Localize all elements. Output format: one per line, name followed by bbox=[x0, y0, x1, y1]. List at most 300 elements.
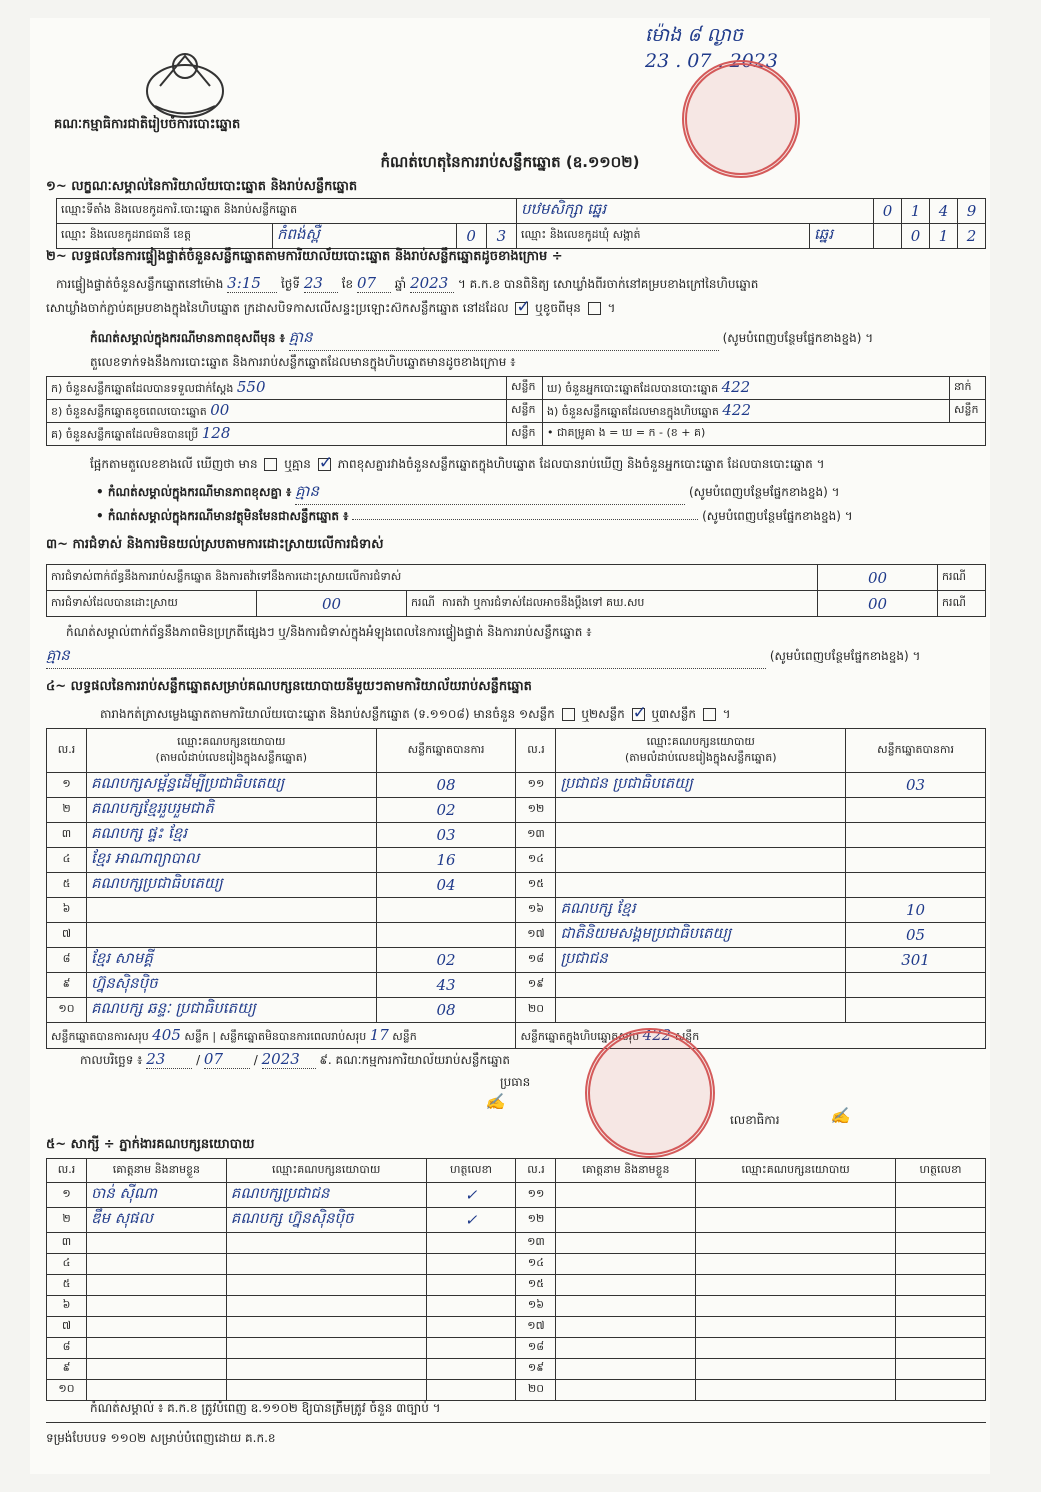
table-row bbox=[47, 400, 986, 423]
witness-name bbox=[556, 1317, 696, 1338]
unit: សន្លឹក bbox=[392, 1029, 417, 1043]
party-name: គណបក្សប្រជាធិបតេយ្យ bbox=[86, 873, 376, 898]
total-valid-label: សន្លឹកឆ្នោតបានការសរុប bbox=[51, 1029, 149, 1043]
row-no: ៥ bbox=[47, 1275, 87, 1296]
total-invalid-label: សន្លឹកឆ្នោតមិនបានការពេលរាប់សរុប bbox=[219, 1029, 367, 1043]
commune-value: ឆ្នេរ bbox=[810, 224, 874, 249]
witness-signature bbox=[426, 1275, 516, 1296]
month-label: ខែ bbox=[341, 277, 354, 291]
results-table bbox=[46, 728, 986, 1049]
committee-seal-icon bbox=[585, 1025, 715, 1158]
verify-year: 2023 bbox=[410, 274, 454, 293]
witness-signature bbox=[896, 1208, 986, 1233]
row-no: ៩ bbox=[47, 973, 87, 998]
party-votes bbox=[846, 973, 986, 998]
witness-signature bbox=[426, 1359, 516, 1380]
table-row bbox=[47, 1208, 986, 1233]
verify-day: 23 bbox=[304, 274, 338, 293]
org-name: គណៈកម្មាធិការជាតិរៀបចំការបោះឆ្នោត bbox=[54, 117, 241, 132]
row-no: ៧ bbox=[47, 923, 87, 948]
row-no: ៨ bbox=[47, 948, 87, 973]
witness-signature bbox=[896, 1317, 986, 1338]
party-name bbox=[86, 898, 376, 923]
col-name: គោត្តនាម និងនាមខ្លួន bbox=[556, 1159, 696, 1183]
party-name bbox=[86, 923, 376, 948]
witness-party: គណបក្សប្រជាជន bbox=[226, 1183, 426, 1208]
objection-note-label: កំណត់សម្គាល់ពាក់ព័ន្ធនឹងភាពមិនប្រក្រតីផ្សេងៗ ឬ/និងការជំទាស់ក្នុងអំឡុងពេលនៃការផ្ទៀងផ្ទាត់ និងការរាប់សន្លឹកឆ្នោត ៖ bbox=[66, 625, 592, 639]
date-month: 07 bbox=[204, 1050, 250, 1069]
unit: សន្លឹក bbox=[674, 1029, 700, 1043]
office-code-digit: 9 bbox=[958, 199, 986, 224]
party-votes bbox=[376, 898, 516, 923]
col-no: ល.រ bbox=[516, 729, 556, 773]
case-unit: ករណី bbox=[938, 591, 986, 617]
row-no: ៨ bbox=[47, 1338, 87, 1359]
witness-name bbox=[86, 1275, 226, 1296]
witness-party bbox=[226, 1317, 426, 1338]
table-row bbox=[47, 773, 986, 798]
day-label: ថ្ងៃទី bbox=[281, 277, 301, 291]
row-no: ៣ bbox=[47, 823, 87, 848]
witness-name bbox=[86, 1296, 226, 1317]
nec-emblem-icon bbox=[140, 36, 230, 126]
party-name bbox=[556, 873, 846, 898]
intact-checkbox[interactable] bbox=[515, 302, 528, 315]
compare-line bbox=[90, 456, 825, 474]
count-value: 550 bbox=[236, 378, 266, 396]
table-row bbox=[47, 873, 986, 898]
witness-party bbox=[696, 1208, 896, 1233]
row-no: ១ bbox=[47, 1183, 87, 1208]
no-diff-label: ឬគ្មាន bbox=[284, 457, 311, 471]
party-votes: 03 bbox=[846, 773, 986, 798]
office-value: បឋមសិក្សា ឆ្នេរ bbox=[517, 199, 874, 224]
party-votes bbox=[846, 998, 986, 1023]
note2-line bbox=[96, 482, 840, 505]
note2-value: គ្មាន bbox=[295, 482, 685, 505]
section3-heading: ៣~ ការជំទាស់ និងការមិនយល់ស្របតាមការដោះស្រាយលើការជំទាស់ bbox=[46, 537, 384, 552]
witness-name bbox=[86, 1317, 226, 1338]
party-name: ខ្មែរ អាណាព្យាបាល bbox=[86, 848, 376, 873]
party-name: ប្រជាជន ប្រជាធិបតេយ្យ bbox=[556, 773, 846, 798]
table-row bbox=[47, 998, 986, 1023]
party-name: គណបក្សខ្មែររួបរួមជាតិ bbox=[86, 798, 376, 823]
row-no: ១៩ bbox=[516, 973, 556, 998]
row-no: ១០ bbox=[47, 1380, 87, 1401]
row-no: ១៩ bbox=[516, 1359, 556, 1380]
row-no: ៤ bbox=[47, 848, 87, 873]
col-no: ល.រ bbox=[47, 1159, 87, 1183]
col-votes: សន្លឹកឆ្នោតបានការ bbox=[846, 729, 986, 773]
col-party: ឈ្មោះគណបក្សនយោបាយ bbox=[646, 734, 755, 748]
party-votes: 02 bbox=[376, 798, 516, 823]
row-no: ៦ bbox=[47, 1296, 87, 1317]
verify-month: 07 bbox=[357, 274, 391, 293]
fill-back-note: (សូមបំពេញបន្ថែមផ្នែកខាងខ្នង) ។ bbox=[688, 485, 840, 499]
chair-label: ប្រធាន bbox=[500, 1075, 531, 1089]
witness-name bbox=[556, 1254, 696, 1275]
witness-party bbox=[226, 1338, 426, 1359]
table-row bbox=[47, 848, 986, 873]
witness-name bbox=[86, 1254, 226, 1275]
section4-heading: ៤~ លទ្ធផលនៃការរាប់សន្លឹកឆ្នោតសម្រាប់គណបក្សនយោបាយនីមួយៗតាមការិយាល័យរាប់សន្លឹកឆ្នោត bbox=[46, 679, 532, 694]
witness-party bbox=[696, 1183, 896, 1208]
row-no: ១៧ bbox=[516, 923, 556, 948]
row-no: ១៨ bbox=[516, 1338, 556, 1359]
page-title: កំណត់ហេតុនៃការរាប់សន្លឹកឆ្នោត (ឧ.១១០២) bbox=[380, 153, 640, 171]
handwritten-note-line: ម៉ោង ៨ ល្ងាច bbox=[645, 24, 743, 46]
table-row bbox=[47, 1275, 986, 1296]
party-votes: 02 bbox=[376, 948, 516, 973]
verify-suffix: ។ គ.ក.ខ បានពិនិត្យ សោឃ្លាំងពីរចាក់នៅគម្របខាងក្រៅនៃហិបឆ្នោត bbox=[457, 277, 759, 291]
party-name: ហ្វ៊ុនស៊ិនប៉ិច bbox=[86, 973, 376, 998]
count-value: 422 bbox=[722, 401, 752, 419]
count-intro: តួលេខទាក់ទងនឹងការបោះឆ្នោត និងការរាប់សន្លឹកឆ្នោតដែលមានក្នុងហិបឆ្នោតមានដូចខាងក្រោម ៖ bbox=[90, 355, 516, 369]
witness-party bbox=[696, 1296, 896, 1317]
row-no: ២០ bbox=[516, 998, 556, 1023]
row-no: ១១ bbox=[516, 773, 556, 798]
handwritten-note-line: 23 . 07 . 2023 bbox=[645, 50, 778, 72]
row-no: ១៤ bbox=[516, 848, 556, 873]
witness-signature bbox=[896, 1338, 986, 1359]
count-value: 128 bbox=[201, 424, 231, 442]
commune-code-digit: 1 bbox=[930, 224, 958, 249]
date-label: កាលបរិច្ឆេទ ៖ bbox=[80, 1053, 143, 1067]
table-row bbox=[47, 1233, 986, 1254]
party-votes: 03 bbox=[376, 823, 516, 848]
row-no: ១៦ bbox=[516, 898, 556, 923]
committee-label: ៩. គណៈកម្មការការិយាល័យរាប់សន្លឹកឆ្នោត bbox=[319, 1053, 511, 1067]
count-unit: សន្លឹក bbox=[950, 400, 986, 423]
note3-label: • កំណត់សម្គាល់ក្នុងករណីមានវត្ថុមិនមែនជាសន្លឹកឆ្នោត ៖ bbox=[96, 509, 349, 523]
witness-name: ចាន់ ស៊ីណា bbox=[86, 1183, 226, 1208]
secretary-label: លេខាធិការ bbox=[730, 1113, 780, 1127]
table-row bbox=[47, 1183, 986, 1208]
party-votes: 10 bbox=[846, 898, 986, 923]
seal-text: សោឃ្លាំងចាក់ភ្ជាប់គម្របខាងក្នុងនៃហិបឆ្នោត ក្រដាសបិទកាសលើសន្ទះប្រឡោះស៊កសន្លឹកឆ្នោត នៅដដែល bbox=[46, 301, 509, 315]
row-no: ២ bbox=[47, 798, 87, 823]
ballot-count-table bbox=[46, 376, 986, 446]
witness-name bbox=[556, 1183, 696, 1208]
col-sign: ហត្ថលេខា bbox=[426, 1159, 516, 1183]
two-sheet-label: ឬ២សន្លឹក bbox=[581, 707, 625, 721]
table-row bbox=[47, 823, 986, 848]
witness-party bbox=[696, 1233, 896, 1254]
section5-heading: ៥~ សាក្សី ÷ ភ្នាក់ងារគណបក្សនយោបាយ bbox=[46, 1137, 255, 1152]
office-code-digit: 4 bbox=[930, 199, 958, 224]
office-code-digit: 1 bbox=[902, 199, 930, 224]
objection-table bbox=[46, 564, 986, 617]
party-votes: 08 bbox=[376, 773, 516, 798]
row-no: ៦ bbox=[47, 898, 87, 923]
witness-name bbox=[556, 1275, 696, 1296]
total-box-label: សន្លឹកឆ្នោតក្នុងហិបឆ្នោតសរុប bbox=[520, 1029, 640, 1043]
col-party: ឈ្មោះគណបក្សនយោបាយ bbox=[177, 734, 286, 748]
witness-table bbox=[46, 1158, 986, 1401]
witness-name bbox=[556, 1233, 696, 1254]
witness-name bbox=[556, 1208, 696, 1233]
seal-line: សោឃ្លាំងចាក់ភ្ជាប់គម្របខាងក្នុងនៃហិបឆ្នោត ក្រដាសបិទកាសលើសន្ទះប្រឡោះស៊កសន្លឹកឆ្នោត នៅដដែល ✓ ឬខូចពីមុន ។ bbox=[46, 300, 615, 318]
total-valid: 405 bbox=[152, 1025, 181, 1044]
commune-label: ឈ្មោះ និងលេខកូដឃុំ សង្កាត់ bbox=[517, 224, 810, 249]
office-label: ឈ្មោះទីតាំង និងលេខកូដការិ.បោះឆ្នោត និងរាប់សន្លឹកឆ្នោត bbox=[57, 199, 517, 224]
witness-party bbox=[696, 1380, 896, 1401]
witness-name bbox=[556, 1338, 696, 1359]
col-no: ល.រ bbox=[47, 729, 87, 773]
date-day: 23 bbox=[146, 1050, 192, 1069]
resolved-label: ការជំទាស់ដែលបានដោះស្រាយ bbox=[47, 591, 257, 617]
fill-back-note: (សូមបំពេញបន្ថែមផ្នែកខាងខ្នង) ។ bbox=[722, 331, 874, 345]
fill-back-note: (សូមបំពេញបន្ថែមផ្នែកខាងខ្នង) ។ bbox=[702, 509, 853, 523]
row-no: ១២ bbox=[516, 798, 556, 823]
witness-name bbox=[556, 1359, 696, 1380]
results-total-row: សន្លឹកឆ្នោតបានការសរុប 405 សន្លឹក | សន្លឹកឆ្នោតមិនបានការពេលរាប់សរុប 17 សន្លឹក សន្លឹកឆ្នោតក្នុងហិបឆ្នោតសរុប 422 សន្លឹក bbox=[47, 1023, 986, 1049]
party-name bbox=[556, 848, 846, 873]
party-name bbox=[556, 798, 846, 823]
witness-party bbox=[226, 1359, 426, 1380]
three-sheet-label: ឬ៣សន្លឹក bbox=[651, 707, 696, 721]
row-no: ៩ bbox=[47, 1359, 87, 1380]
row-no: ១០ bbox=[47, 998, 87, 1023]
row-no: ១ bbox=[47, 773, 87, 798]
commune-code-blank bbox=[874, 224, 902, 249]
formula-text: • ជាគម្រូគា ង = ឃ = ក - (ខ + គ) bbox=[543, 423, 986, 446]
witness-signature: ✓ bbox=[426, 1183, 516, 1208]
count-unit: សន្លឹក bbox=[507, 423, 543, 446]
party-votes: 43 bbox=[376, 973, 516, 998]
sheet-line: តារាងកត់ត្រាសម្លេងឆ្នោតតាមការិយាល័យបោះឆ្នោត និងរាប់សន្លឹកឆ្នោត (ទ.១១០៨) មានចំនួន ១សន្លឹក ឬ២សន្លឹក ✓ ឬ៣សន្លឹក ។ bbox=[100, 706, 731, 724]
party-name: ខ្មែរ សាមគ្គី bbox=[86, 948, 376, 973]
party-name: គណបក្ស ខ្មែរ bbox=[556, 898, 846, 923]
table-row bbox=[47, 1359, 986, 1380]
has-diff-checkbox[interactable] bbox=[264, 458, 277, 471]
witness-party bbox=[226, 1275, 426, 1296]
witness-party bbox=[226, 1296, 426, 1317]
note2-label: • កំណត់សម្គាល់ក្នុងករណីមានភាពខុសគ្នា ៖ bbox=[96, 485, 292, 499]
table-row bbox=[47, 948, 986, 973]
year-label: ឆ្នាំ bbox=[394, 277, 407, 291]
divider bbox=[46, 1422, 986, 1423]
col-party: ឈ្មោះគណបក្សនយោបាយ bbox=[226, 1159, 426, 1183]
party-votes: 04 bbox=[376, 873, 516, 898]
table-row bbox=[47, 1254, 986, 1275]
note3-line bbox=[96, 508, 853, 526]
unit: សន្លឹក bbox=[184, 1029, 209, 1043]
witness-name bbox=[86, 1380, 226, 1401]
witness-signature bbox=[896, 1296, 986, 1317]
commune-code-digit: 2 bbox=[958, 224, 986, 249]
note3-value bbox=[352, 519, 698, 520]
party-name: គណបក្ស ឆន្ទៈ ប្រជាធិបតេយ្យ bbox=[86, 998, 376, 1023]
party-name: ជាតិនិយមសង្គមប្រជាធិបតេយ្យ bbox=[556, 923, 846, 948]
row-no: ៥ bbox=[47, 873, 87, 898]
footnote: កំណត់សម្គាល់ ៖ គ.ក.ខ ត្រូវបំពេញ ឧ.១១០២ ឱ្យបានត្រឹមត្រូវ ចំនួន ៣ច្បាប់ ។ bbox=[90, 1401, 441, 1415]
party-votes bbox=[846, 848, 986, 873]
note1-label: កំណត់សម្គាល់ក្នុងករណីមានភាពខុសពីមុន ៖ bbox=[90, 331, 285, 345]
total-invalid: 17 bbox=[369, 1025, 389, 1044]
count-unit: សន្លឹក bbox=[507, 377, 543, 400]
witness-signature bbox=[896, 1380, 986, 1401]
witness-party bbox=[226, 1233, 426, 1254]
commune-code-digit: 0 bbox=[902, 224, 930, 249]
section1-heading: ១~ លក្ខណៈសម្គាល់នៃការិយាល័យបោះឆ្នោត និងរាប់សន្លឹកឆ្នោត bbox=[46, 179, 358, 194]
witness-party bbox=[696, 1359, 896, 1380]
one-sheet-checkbox[interactable] bbox=[562, 708, 575, 721]
total-box: 422 bbox=[642, 1025, 672, 1044]
witness-name bbox=[556, 1380, 696, 1401]
col-sign: ហត្ថលេខា bbox=[896, 1159, 986, 1183]
party-votes: 301 bbox=[846, 948, 986, 973]
witness-name bbox=[86, 1359, 226, 1380]
appeal-value: 00 bbox=[818, 591, 938, 617]
table-row bbox=[47, 923, 986, 948]
date-year: 2023 bbox=[262, 1050, 316, 1069]
party-votes: 08 bbox=[376, 998, 516, 1023]
party-name bbox=[556, 998, 846, 1023]
table-row bbox=[47, 898, 986, 923]
no-diff-checkbox[interactable] bbox=[318, 458, 331, 471]
witness-party bbox=[696, 1254, 896, 1275]
results-header bbox=[47, 729, 986, 773]
resolved-value: 00 bbox=[257, 591, 407, 617]
witness-party bbox=[226, 1380, 426, 1401]
party-name bbox=[556, 973, 846, 998]
row-no: ១៨ bbox=[516, 948, 556, 973]
witness-signature bbox=[426, 1338, 516, 1359]
table-row bbox=[47, 973, 986, 998]
party-votes bbox=[376, 923, 516, 948]
verify-time: 3:15 bbox=[227, 274, 277, 293]
count-label: ង) ចំនួនសន្លឹកឆ្នោតដែលមានក្នុងហិបឆ្នោត bbox=[547, 405, 719, 418]
fill-back-note: (សូមបំពេញបន្ថែមផ្នែកខាងខ្នង) ។ bbox=[769, 649, 921, 663]
row-no: ១៣ bbox=[516, 823, 556, 848]
row-no: ១៥ bbox=[516, 1275, 556, 1296]
col-votes: សន្លឹកឆ្នោតបានការ bbox=[376, 729, 516, 773]
witness-signature bbox=[426, 1254, 516, 1275]
row-no: ៧ bbox=[47, 1317, 87, 1338]
date-line: កាលបរិច្ឆេទ ៖ 23 / 07 / 2023 ៩. គណៈកម្មការការិយាល័យរាប់សន្លឹកឆ្នោត bbox=[80, 1050, 511, 1068]
sheet-text: តារាងកត់ត្រាសម្លេងឆ្នោតតាមការិយាល័យបោះឆ្នោត និងរាប់សន្លឹកឆ្នោត (ទ.១១០៨) មានចំនួន ១សន្លឹក bbox=[100, 707, 555, 721]
table-row bbox=[47, 423, 986, 446]
party-name bbox=[556, 823, 846, 848]
damaged-label: ឬខូចពីមុន bbox=[535, 301, 581, 315]
table-row bbox=[47, 377, 986, 400]
section1-table bbox=[56, 198, 986, 249]
party-votes bbox=[846, 873, 986, 898]
note1-value: គ្មាន bbox=[289, 328, 719, 351]
witness-name bbox=[86, 1338, 226, 1359]
row-no: ១៣ bbox=[516, 1233, 556, 1254]
table-row bbox=[47, 798, 986, 823]
witness-signature bbox=[426, 1317, 516, 1338]
chair-signature-icon: ✍ bbox=[485, 1092, 505, 1111]
witness-signature bbox=[896, 1183, 986, 1208]
witness-header bbox=[47, 1159, 986, 1183]
table-row bbox=[47, 565, 986, 591]
row-no: ២ bbox=[47, 1208, 87, 1233]
count-label: គ) ចំនួនសន្លឹកឆ្នោតដែលមិនបានប្រើ bbox=[51, 428, 199, 441]
witness-signature bbox=[426, 1233, 516, 1254]
compare-text: ផ្អែកតាមតួលេខខាងលើ ឃើញថា មាន bbox=[90, 457, 258, 471]
ballot-count-form bbox=[30, 18, 990, 1474]
witness-name bbox=[556, 1296, 696, 1317]
compare-suffix: ភាពខុសគ្នារវាងចំនួនសន្លឹកឆ្នោតក្នុងហិបឆ្នោត ដែលបានរាប់ឃើញ និងចំនួនអ្នកបោះឆ្នោត ដែលបានបោះឆ្នោត ។ bbox=[337, 457, 825, 471]
table-row bbox=[47, 1380, 986, 1401]
verify-prefix: ការផ្ទៀងផ្ទាត់ចំនួនសន្លឹកឆ្នោតនៅម៉ោង bbox=[56, 277, 224, 291]
table-row bbox=[47, 1296, 986, 1317]
witness-party bbox=[226, 1254, 426, 1275]
count-value: 422 bbox=[721, 378, 751, 396]
damaged-checkbox[interactable] bbox=[588, 302, 601, 315]
witness-name: ឌឹម សុផល bbox=[86, 1208, 226, 1233]
province-value: កំពង់ស្ពឺ bbox=[272, 224, 456, 249]
note1-line bbox=[90, 328, 873, 351]
col-no: ល.រ bbox=[516, 1159, 556, 1183]
row-no: ១១ bbox=[516, 1183, 556, 1208]
province-code-digit: 3 bbox=[486, 224, 516, 249]
witness-signature bbox=[896, 1233, 986, 1254]
witness-party bbox=[696, 1275, 896, 1296]
col-party: ឈ្មោះគណបក្សនយោបាយ bbox=[696, 1159, 896, 1183]
verify-line bbox=[56, 274, 758, 294]
count-label: ក) ចំនួនសន្លឹកឆ្នោតដែលបានទទួលជាក់ស្តែង bbox=[51, 382, 234, 395]
party-name: គណបក្ស ផ្ទះ ខ្មែរ bbox=[86, 823, 376, 848]
row-no: ៤ bbox=[47, 1254, 87, 1275]
three-sheet-checkbox[interactable] bbox=[703, 708, 716, 721]
witness-signature: ✓ bbox=[426, 1208, 516, 1233]
table-row bbox=[47, 591, 986, 617]
col-name: គោត្តនាម និងនាមខ្លួន bbox=[86, 1159, 226, 1183]
case-unit: ករណី bbox=[938, 565, 986, 591]
col-party-sub: (តាមលំដាប់លេខរៀងក្នុងសន្លឹកឆ្នោត) bbox=[625, 750, 777, 764]
count-label: ខ) ចំនួនសន្លឹកឆ្នោតខូចពេលបោះឆ្នោត bbox=[51, 405, 207, 418]
count-label: ឃ) ចំនួនអ្នកបោះឆ្នោតដែលបានបោះឆ្នោត bbox=[547, 382, 719, 395]
table-row bbox=[47, 1338, 986, 1359]
witness-party bbox=[696, 1317, 896, 1338]
objection-note-line bbox=[46, 646, 920, 669]
office-code-digit: 0 bbox=[874, 199, 902, 224]
objection-note-value: គ្មាន bbox=[46, 646, 766, 669]
party-votes: 05 bbox=[846, 923, 986, 948]
witness-signature bbox=[896, 1254, 986, 1275]
witness-signature bbox=[896, 1359, 986, 1380]
form-note: ទម្រង់បែបបទ ១១០២ សម្រាប់បំពេញដោយ គ.ក.ខ bbox=[46, 1431, 276, 1445]
party-name: ប្រជាជន bbox=[556, 948, 846, 973]
row-no: ១៥ bbox=[516, 873, 556, 898]
witness-party: គណបក្ស ហ្វ៊ុនស៊ិនប៉ិច bbox=[226, 1208, 426, 1233]
row-no: ១៦ bbox=[516, 1296, 556, 1317]
secretary-signature-icon: ✍ bbox=[830, 1106, 850, 1125]
case-unit: ករណី bbox=[411, 595, 435, 609]
count-unit: សន្លឹក bbox=[507, 400, 543, 423]
row-no: ២០ bbox=[516, 1380, 556, 1401]
row-no: ១៧ bbox=[516, 1317, 556, 1338]
witness-party bbox=[696, 1338, 896, 1359]
party-votes bbox=[846, 798, 986, 823]
table-row bbox=[47, 1317, 986, 1338]
witness-signature bbox=[426, 1380, 516, 1401]
count-unit: នាក់ bbox=[950, 377, 986, 400]
two-sheet-checkbox[interactable] bbox=[632, 708, 645, 721]
witness-signature bbox=[896, 1275, 986, 1296]
row-no: ៣ bbox=[47, 1233, 87, 1254]
appeal-label: ការតវ៉ា ឬការជំទាស់ដែលអាចនឹងប្តឹងទៅ គឃ.សប bbox=[441, 595, 645, 609]
province-label: ឈ្មោះ និងលេខកូដរាជធានី ខេត្ត bbox=[57, 224, 273, 249]
party-votes: 16 bbox=[376, 848, 516, 873]
col-party-sub: (តាមលំដាប់លេខរៀងក្នុងសន្លឹកឆ្នោត) bbox=[155, 750, 308, 764]
objection-value: 00 bbox=[818, 565, 938, 591]
witness-name bbox=[86, 1233, 226, 1254]
